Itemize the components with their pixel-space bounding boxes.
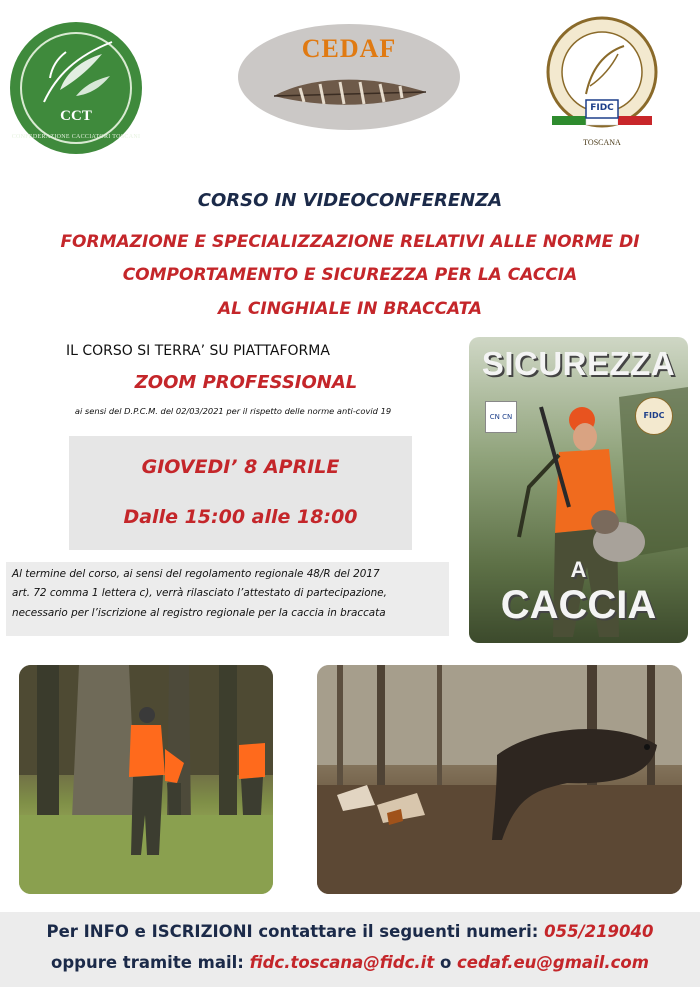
- note-line-2: art. 72 comma 1 lettera c), verrà rilasciato l’attestato di partecipazione,: [12, 587, 387, 599]
- poster-badge-right: FIDC: [635, 397, 673, 435]
- poster-title-top: SICUREZZA: [481, 345, 676, 382]
- contact-phone[interactable]: 055/219040: [544, 922, 654, 941]
- schedule-time: Dalle 15:00 alle 18:00: [123, 506, 358, 528]
- hunters-photo: [19, 665, 273, 894]
- poster-title-bottom: CACCIA: [500, 583, 657, 627]
- cedaf-logo: [238, 24, 460, 130]
- cct-logo: [10, 22, 142, 154]
- wild-boar-photo: [317, 665, 682, 894]
- platform-intro: IL CORSO SI TERRA’ SU PIATTAFORMA: [66, 343, 330, 359]
- feather-icon: [270, 66, 430, 112]
- contact-line-1: [0, 922, 700, 941]
- fidc-badge: FIDC: [590, 103, 614, 113]
- sicurezza-poster: [469, 337, 688, 643]
- course-type-heading: CORSO IN VIDEOCONFERENZA: [197, 190, 503, 211]
- title-line-1: FORMAZIONE E SPECIALIZZAZIONE RELATIVI ALLE NORME DI: [60, 232, 640, 252]
- contact-line-2: [0, 953, 700, 972]
- cct-ring-text: CONFEDERAZIONE CACCIATORI TOSCANI: [11, 134, 141, 140]
- contact-separator: o: [434, 953, 458, 972]
- fidc-region: TOSCANA: [583, 138, 621, 147]
- contact-mail-intro: oppure tramite mail:: [51, 953, 250, 972]
- cct-abbr: CCT: [60, 108, 92, 124]
- legal-note: ai sensi del D.P.C.M. del 02/03/2021 per il rispetto delle norme anti-covid 19: [74, 406, 392, 416]
- contact-email-fidc[interactable]: fidc.toscana@fidc.it: [249, 953, 435, 972]
- note-line-1: Al termine del corso, ai sensi del regolamento regionale 48/R del 2017: [12, 568, 380, 580]
- poster-badge-left: CN CN: [485, 401, 517, 433]
- feather-icon: [36, 36, 120, 108]
- platform-name: ZOOM PROFESSIONAL: [134, 372, 358, 393]
- schedule-box: [69, 436, 412, 550]
- hunters-forest-image: [19, 665, 273, 894]
- wild-boar-image: [317, 665, 682, 894]
- contact-email-cedaf[interactable]: cedaf.eu@gmail.com: [457, 953, 649, 972]
- schedule-day: GIOVEDI’ 8 APRILE: [141, 456, 340, 478]
- poster-title-a: A: [570, 557, 587, 582]
- title-line-3: AL CINGHIALE IN BRACCATA: [217, 299, 483, 319]
- contact-phone-intro: Per INFO e ISCRIZIONI contattare il seguenti numeri:: [46, 922, 545, 941]
- cedaf-name: CEDAF: [301, 34, 397, 63]
- title-line-2: COMPORTAMENTO E SICUREZZA PER LA CACCIA: [122, 265, 578, 285]
- note-line-3: necessario per l’iscrizione al registro regionale per la caccia in braccata: [12, 607, 386, 619]
- fidc-emblem-icon: [546, 16, 658, 152]
- fidc-logo: [546, 16, 658, 152]
